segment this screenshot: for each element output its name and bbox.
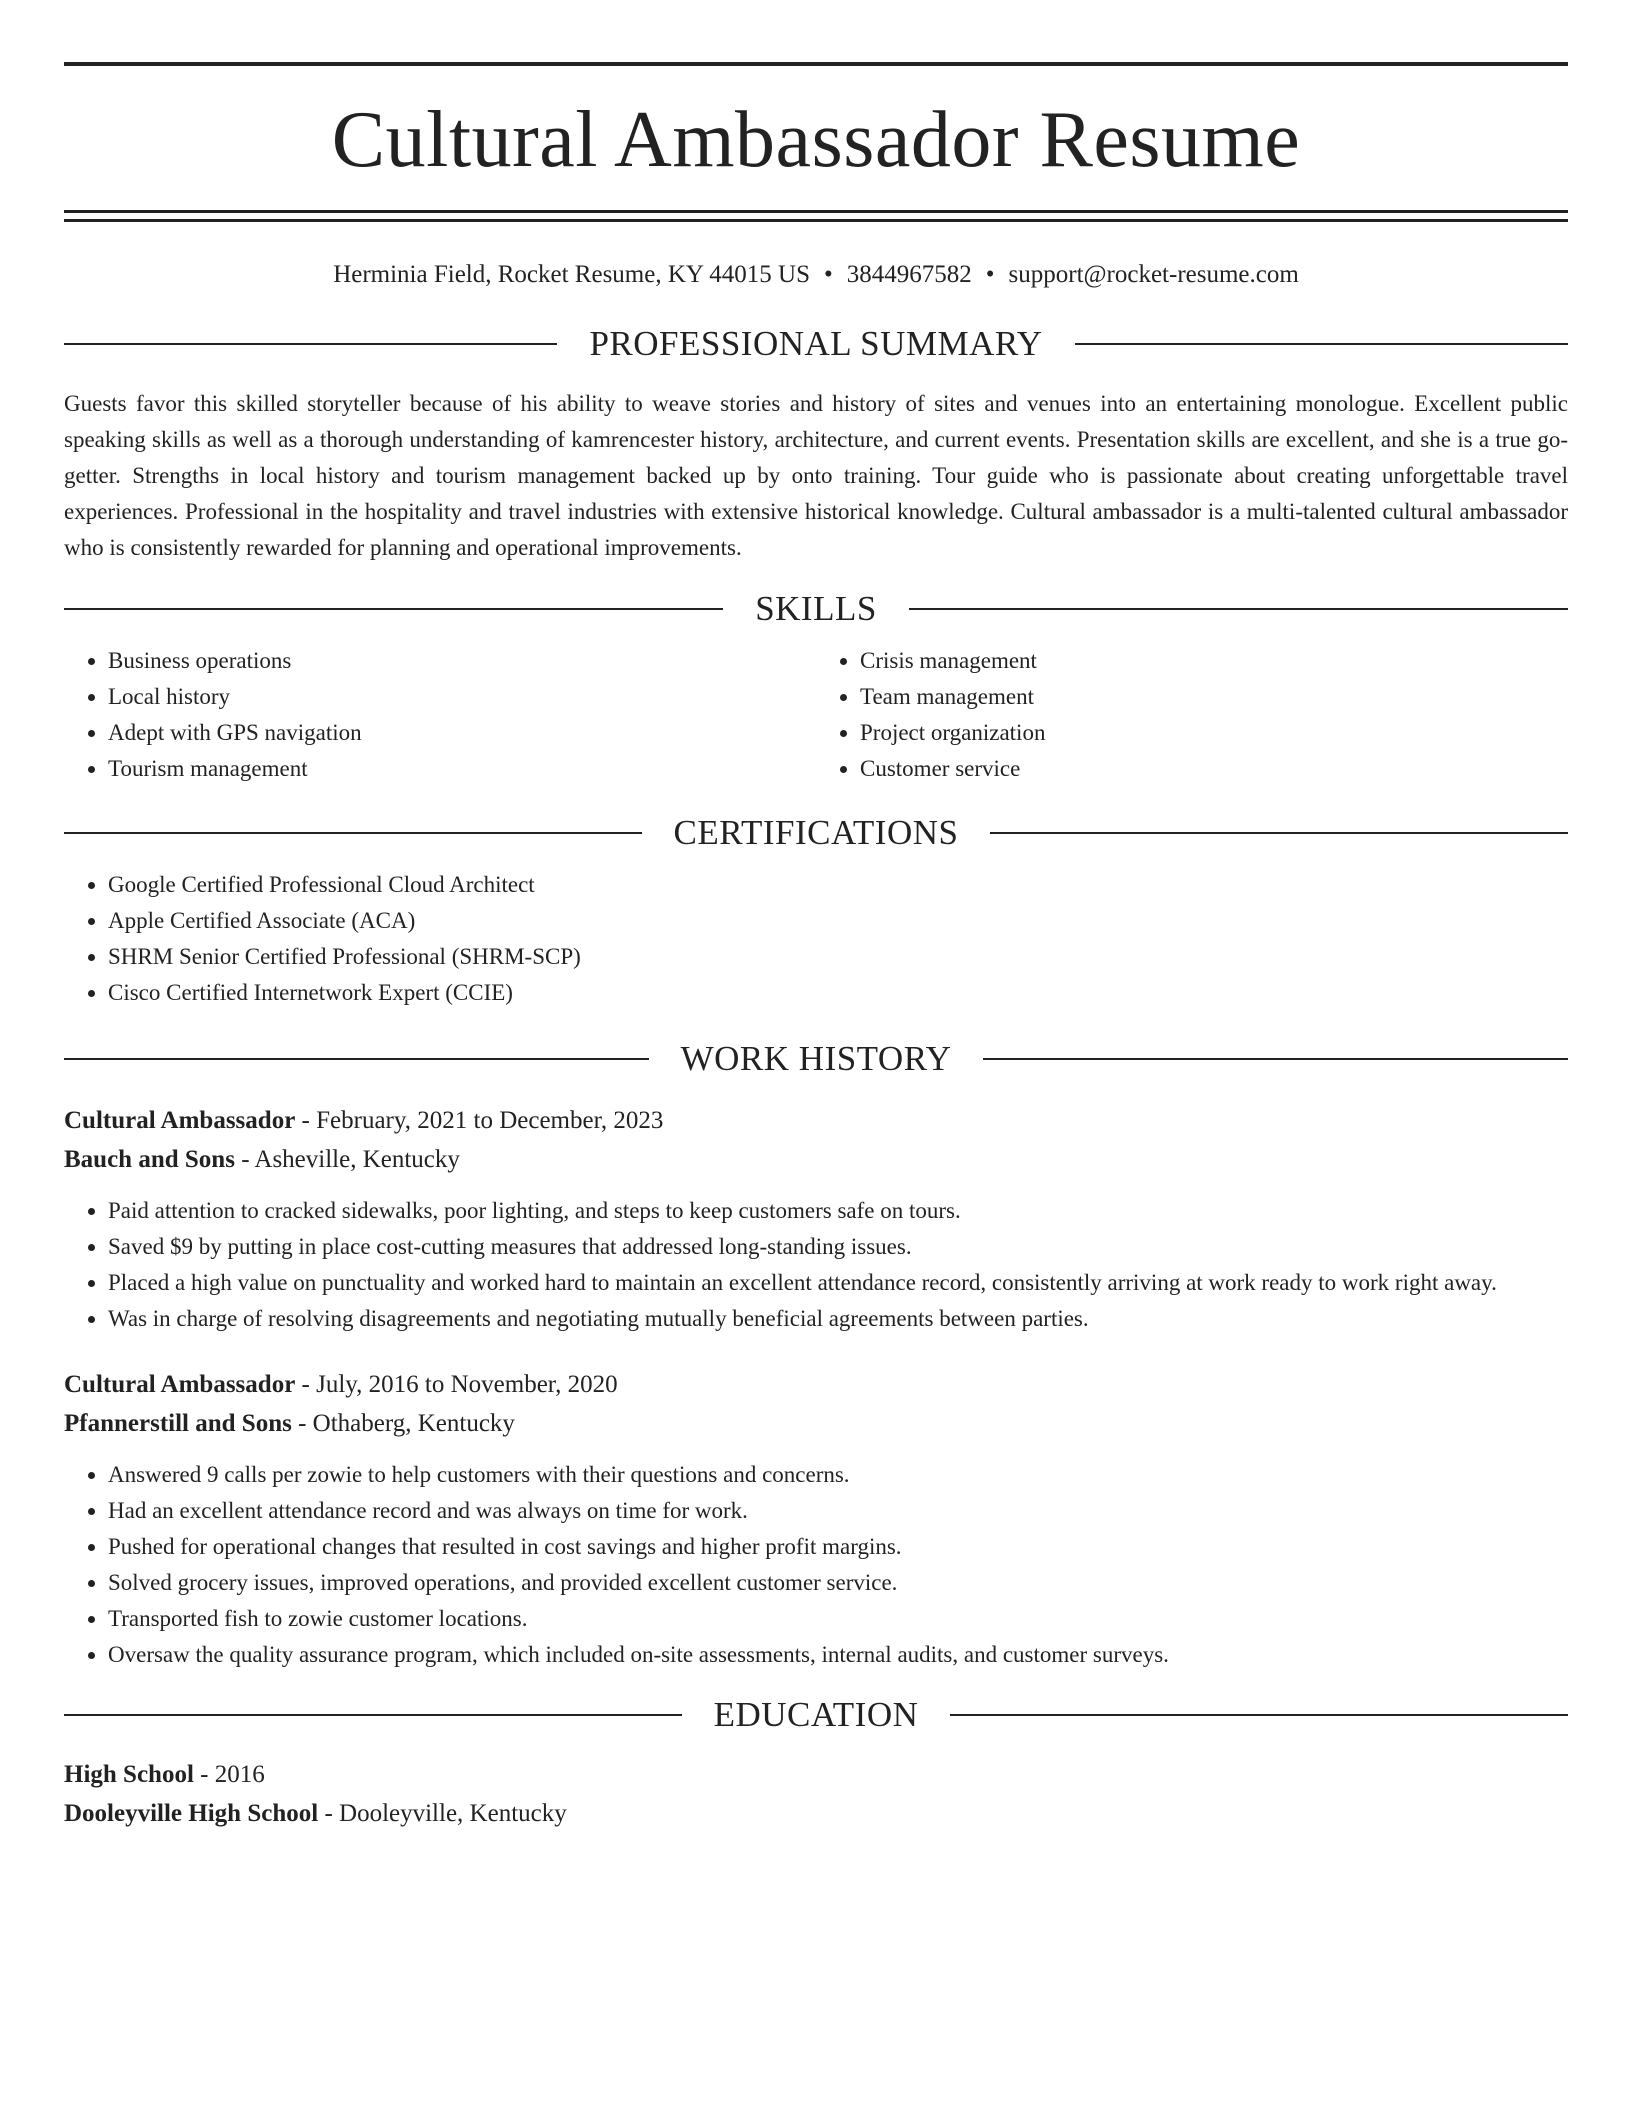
divider-line [64,608,723,610]
divider-line [64,343,557,345]
education-year: - 2016 [193,1761,265,1788]
section-header-summary [64,324,1568,364]
top-rule [64,62,1568,66]
list-item: • Business operations [108,643,816,679]
list-item: • Pushed for operational changes that resulted in cost savings and higher profit margins. [108,1529,1568,1565]
divider-line [64,1058,649,1060]
list-item: • Had an excellent attendance record and was always on time for work. [108,1493,1568,1529]
job-bullets [64,1193,1568,1337]
education-degree-line [64,1755,1568,1794]
summary-text: Guests favor this skilled storyteller because of his ability to weave stories and history of sites and venues into an entertaining monologue. Excellent public speaking skills as well as a thorough understanding of kamrencester history, architecture, and current events. Presentation skills are excellent, and she is a true go-getter. Strengths in local history and tourism management backed up by onto training. Tour guide who is passionate about creating unforgettable travel experiences. Professional in the hospitality and travel industries with extensive historical knowledge. Cultural ambassador is a multi-talented cultural ambassador who is consistently rewarded for planning and operational improvements. [64,391,1568,560]
section-header-education [64,1695,1568,1735]
list-item: • Google Certified Professional Cloud Architect [108,867,1568,903]
list-item: • Project organization [860,715,1568,751]
section-title-skills: SKILLS [755,589,877,628]
list-item: • Oversaw the quality assurance program, which included on-site assessments, internal audits, and customer surveys. [108,1637,1568,1673]
education-location: - Dooleyville, Kentucky [318,1800,567,1827]
list-item: • SHRM Senior Certified Professional (SHRM-SCP) [108,939,1568,975]
job-dates: - February, 2021 to December, 2023 [295,1107,664,1134]
certifications-list [64,867,1568,1011]
section-title-education: EDUCATION [713,1695,919,1734]
divider-line [64,1714,682,1716]
contact-email: support@rocket-resume.com [1008,261,1299,288]
contact-phone: 3844967582 [846,261,972,288]
job-company-line [64,1140,1568,1179]
skills-list-left [64,643,816,787]
education-degree: High School [64,1761,194,1788]
list-item: • Was in charge of resolving disagreements and negotiating mutually beneficial agreements between parties. [108,1301,1568,1337]
skills-list-right [816,643,1568,787]
divider-line [950,1714,1568,1716]
education-school-line [64,1794,1568,1833]
divider-line [64,832,642,834]
skills-grid [64,643,1568,787]
job-title-line [64,1101,1568,1140]
list-item: • Answered 9 calls per zowie to help customers with their questions and concerns. [108,1457,1568,1493]
divider-line [1075,343,1568,345]
job-dates: - July, 2016 to November, 2020 [295,1371,618,1398]
job-entry [64,1101,1568,1337]
list-item: • Solved grocery issues, improved operations, and provided excellent customer service. [108,1565,1568,1601]
section-header-skills [64,589,1568,629]
divider-line [990,832,1568,834]
job-bullets [64,1457,1568,1673]
section-header-work [64,1039,1568,1079]
job-title-line [64,1365,1568,1404]
job-location: - Othaberg, Kentucky [291,1410,515,1437]
list-item: • Tourism management [108,751,816,787]
job-title: Cultural Ambassador [64,1107,296,1134]
contact-address: Herminia Field, Rocket Resume, KY 44015 US [333,261,810,288]
contact-line [64,260,1568,290]
section-title-summary: PROFESSIONAL SUMMARY [589,324,1043,363]
contact-separator: • [823,261,833,288]
job-title: Cultural Ambassador [64,1371,296,1398]
resume-title: Cultural Ambassador Resume [331,96,1301,184]
section-title-work: WORK HISTORY [680,1039,952,1078]
list-item: • Transported fish to zowie customer locations. [108,1601,1568,1637]
list-item: • Team management [860,679,1568,715]
list-item: • Customer service [860,751,1568,787]
divider-line [909,608,1568,610]
list-item: • Local history [108,679,816,715]
list-item: • Saved $9 by putting in place cost-cutting measures that addressed long-standing issues. [108,1229,1568,1265]
education-school: Dooleyville High School [64,1800,319,1827]
section-title-certifications: CERTIFICATIONS [673,813,959,852]
job-entry [64,1365,1568,1673]
job-company-line [64,1404,1568,1443]
divider-line [983,1058,1568,1060]
job-location: - Asheville, Kentucky [234,1146,460,1173]
contact-separator: • [985,261,995,288]
list-item: • Placed a high value on punctuality and worked hard to maintain an excellent attendance record, consistently arriving at work ready to work right away. [108,1265,1568,1301]
list-item: • Cisco Certified Internetwork Expert (CCIE) [108,975,1568,1011]
title-double-rule [64,210,1568,222]
section-header-certifications [64,813,1568,853]
list-item: • Paid attention to cracked sidewalks, poor lighting, and steps to keep customers safe on tours. [108,1193,1568,1229]
list-item: • Crisis management [860,643,1568,679]
list-item: • Apple Certified Associate (ACA) [108,903,1568,939]
job-company: Pfannerstill and Sons [64,1410,292,1437]
education-entry [64,1755,1568,1833]
job-company: Bauch and Sons [64,1146,235,1173]
list-item: • Adept with GPS navigation [108,715,816,751]
